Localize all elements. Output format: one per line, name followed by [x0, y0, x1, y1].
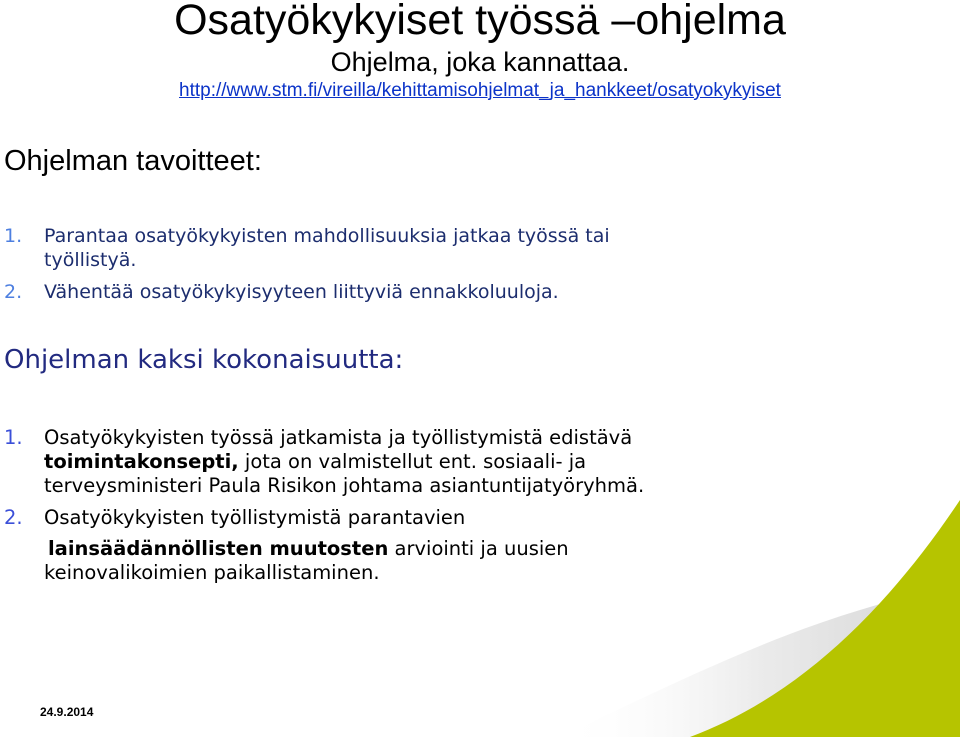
goal-number: 1.	[4, 225, 23, 247]
part-text-line: keinovalikoimien paikallistaminen.	[44, 561, 380, 584]
goal-text-line: Parantaa osatyökykyisten mahdollisuuksia jatkaa työssä tai	[44, 225, 610, 247]
part-number: 2.	[4, 506, 23, 529]
part-bold-term: toimintakonsepti,	[44, 450, 239, 473]
part-text-line	[44, 449, 586, 474]
part-item-1	[0, 425, 900, 501]
parts-heading: Ohjelman kaksi kokonaisuutta:	[4, 345, 404, 375]
goals-heading: Ohjelman tavoitteet:	[4, 145, 262, 177]
slide-subtitle: Ohjelma, joka kannattaa.	[330, 47, 630, 77]
goal-number: 2.	[4, 281, 23, 303]
part-bold-term: lainsäädännöllisten muutosten	[48, 537, 389, 560]
goal-item-1	[0, 224, 900, 276]
footer-date: 24.9.2014	[40, 705, 94, 719]
goal-item-2	[0, 280, 900, 306]
part-text-line	[48, 536, 569, 561]
program-link[interactable]: http://www.stm.fi/vireilla/kehittamisohjelmat_ja_hankkeet/osatyokykyiset	[179, 80, 781, 101]
part-text-line: terveysministeri Paula Risikon johtama asiantuntijatyöryhmä.	[44, 474, 645, 497]
goal-text-line: työllistyä.	[44, 249, 137, 271]
part-number: 1.	[4, 426, 23, 449]
part-text-rest: jota on valmistellut ent. sosiaali- ja	[238, 450, 587, 473]
goal-text-line: Vähentää osatyökykyisyyteen liittyviä ennakkoluuloja.	[44, 281, 559, 303]
slide-title: Osatyökykyiset työssä –ohjelma	[174, 0, 786, 44]
part-item-2	[0, 505, 900, 585]
part-text-rest: arviointi ja uusien	[388, 537, 569, 560]
part-text-line: Osatyökykyisten työllistymistä parantavien	[44, 506, 466, 529]
part-text-line: Osatyökykyisten työssä jatkamista ja työllistymistä edistävä	[44, 426, 633, 449]
